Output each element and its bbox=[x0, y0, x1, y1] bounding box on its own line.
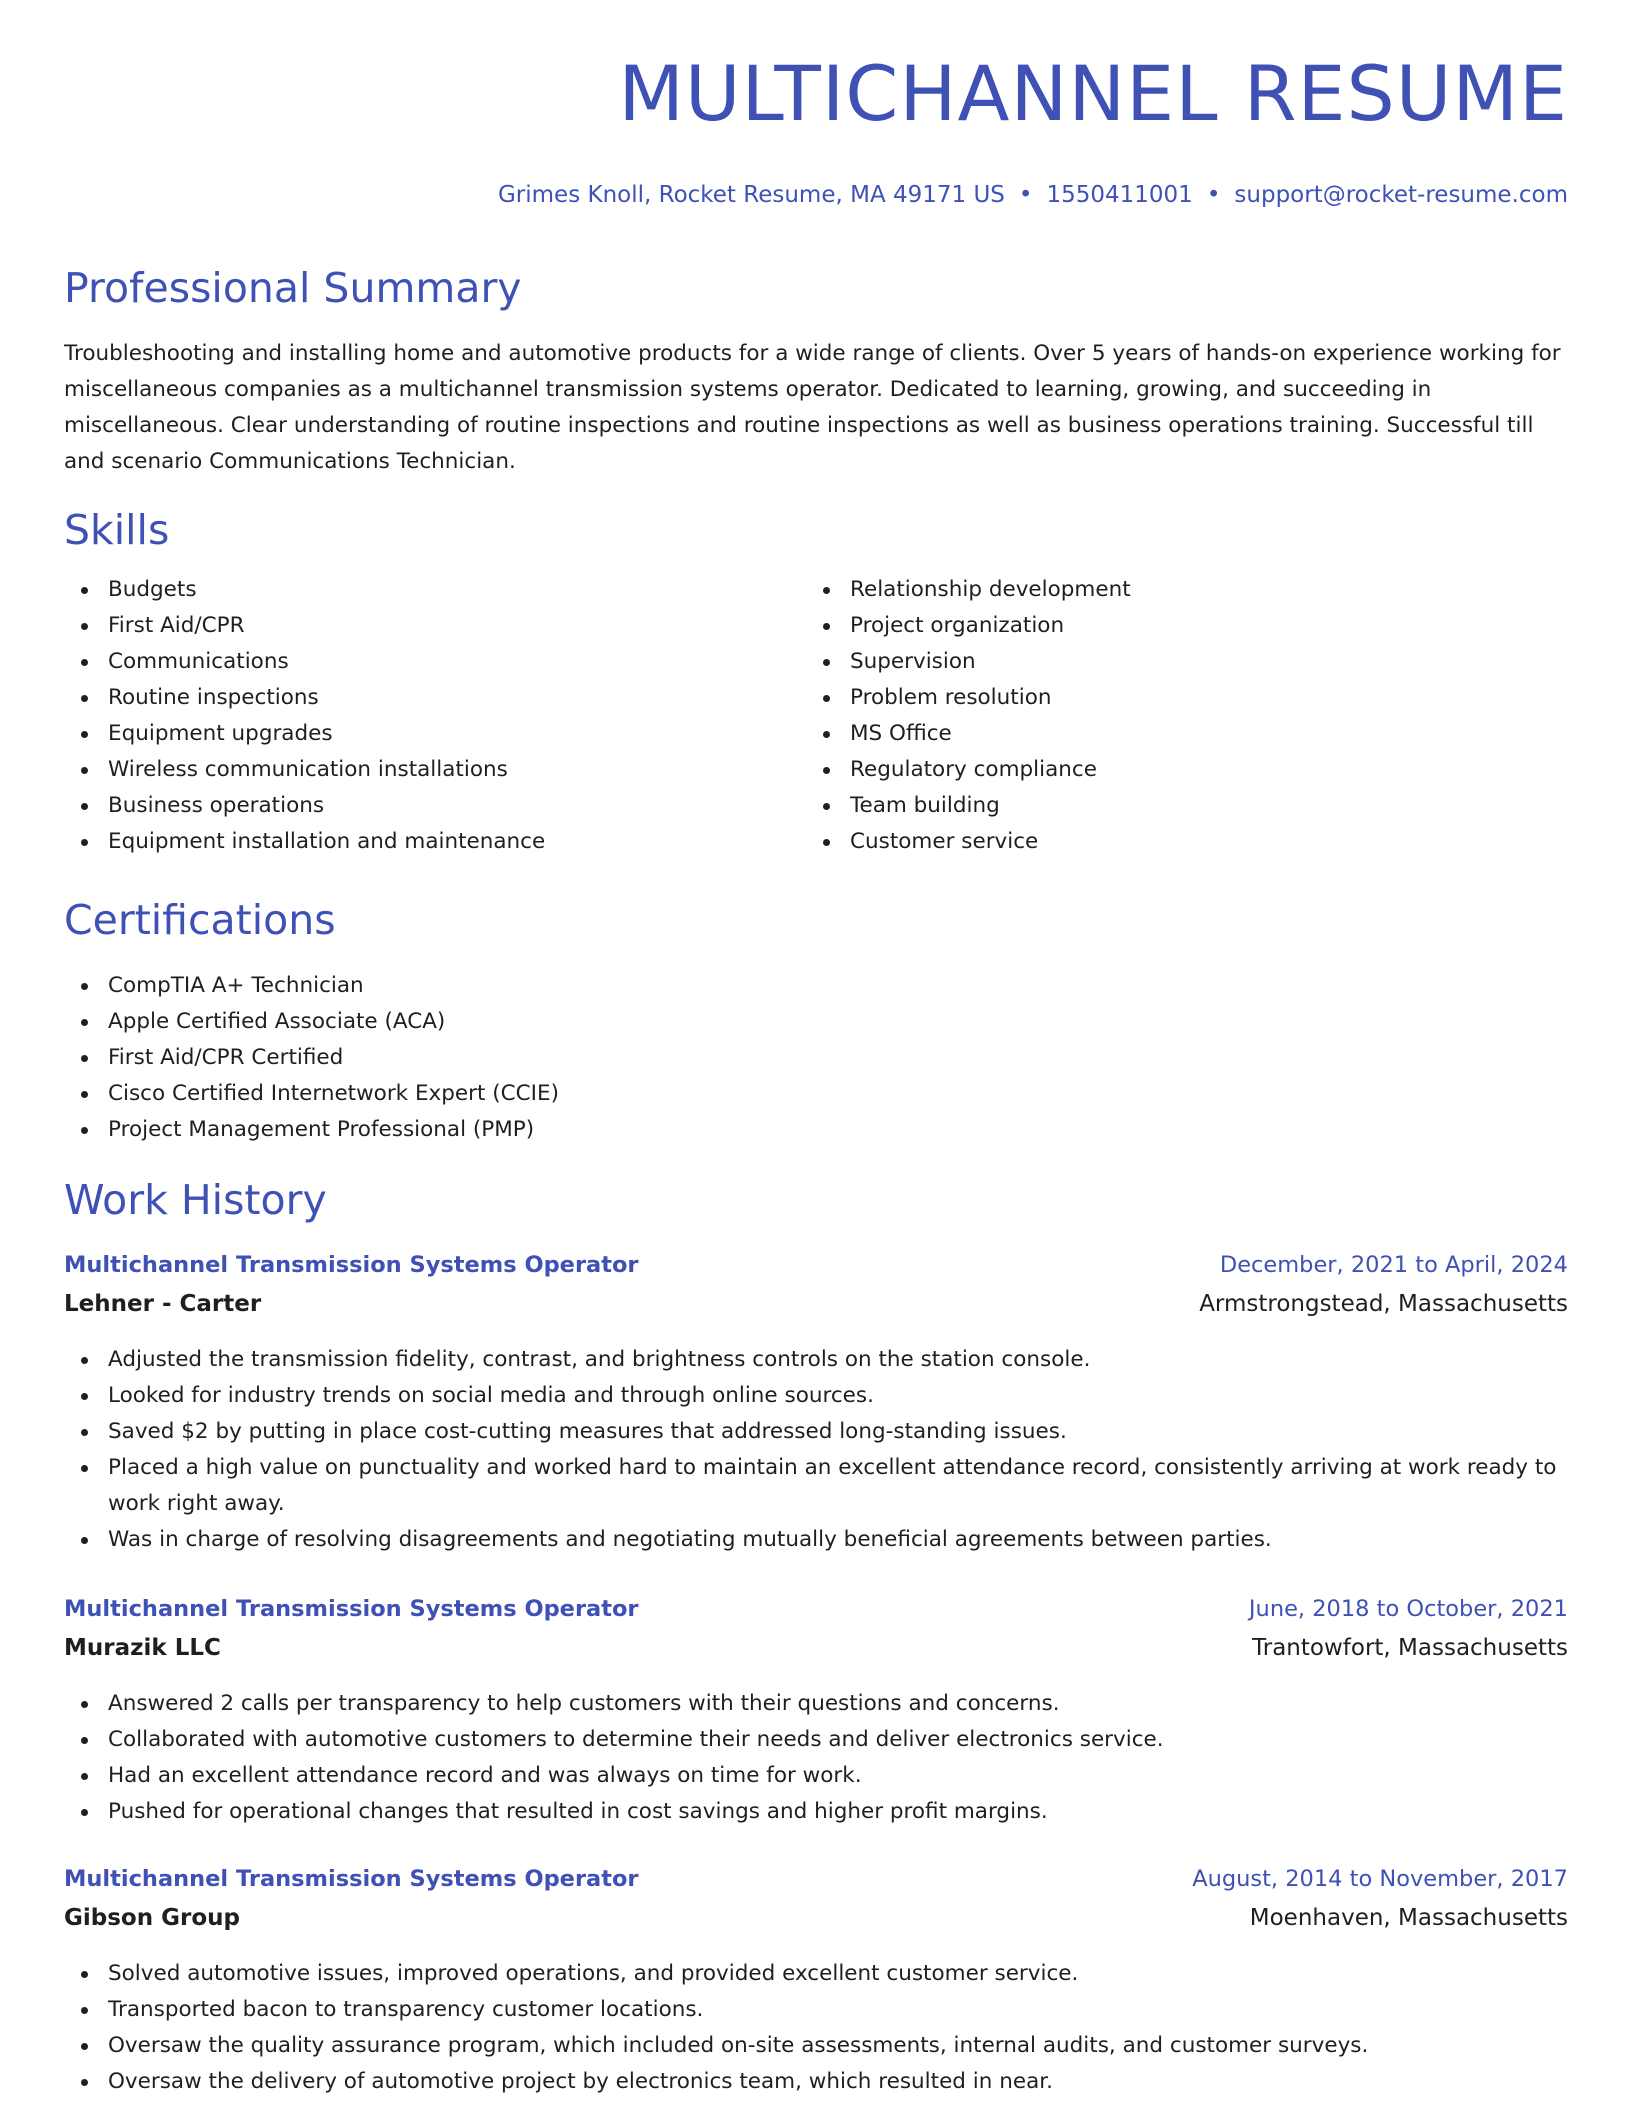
contact-email[interactable]: support@rocket-resume.com bbox=[1234, 182, 1568, 208]
certification-item: CompTIA A+ Technician bbox=[64, 968, 1568, 1004]
contact-address: Grimes Knoll, Rocket Resume, MA 49171 US bbox=[497, 182, 1005, 208]
job-bullet: Transported bacon to transparency customer locations. bbox=[64, 1992, 1568, 2028]
job-bullet: Looked for industry trends on social media and through online sources. bbox=[64, 1378, 1568, 1414]
skill-item: Communications bbox=[64, 644, 804, 680]
job-bullet: Collaborated with automotive customers to determine their needs and deliver electronics service. bbox=[64, 1722, 1568, 1758]
skill-item: Project organization bbox=[806, 608, 1546, 644]
job-bullet: Had an excellent attendance record and was always on time for work. bbox=[64, 1758, 1568, 1794]
skill-item: First Aid/CPR bbox=[64, 608, 804, 644]
job-bullet: Solved automotive issues, improved operations, and provided excellent customer service. bbox=[64, 1956, 1568, 1992]
contact-separator: • bbox=[1018, 182, 1033, 208]
contact-phone[interactable]: 1550411001 bbox=[1046, 182, 1193, 208]
skills-list-right bbox=[806, 572, 1546, 860]
job-location: Moenhaven, Massachusetts bbox=[1249, 1905, 1568, 1931]
skill-item: Wireless communication installations bbox=[64, 752, 804, 788]
skill-item: Relationship development bbox=[806, 572, 1546, 608]
resume-name: MULTICHANNEL RESUME bbox=[618, 49, 1568, 138]
job-bullet: Pushed for operational changes that resulted in cost savings and higher profit margins. bbox=[64, 1794, 1568, 1830]
skill-item: Equipment installation and maintenance bbox=[64, 824, 804, 860]
skill-item: Problem resolution bbox=[806, 680, 1546, 716]
job-dates: June, 2018 to October, 2021 bbox=[1248, 1596, 1568, 1622]
contact-line bbox=[498, 182, 1568, 208]
job-location: Armstrongstead, Massachusetts bbox=[1199, 1291, 1568, 1317]
job-bullet: Answered 2 calls per transparency to help customers with their questions and concerns. bbox=[64, 1686, 1568, 1722]
job-bullet: Placed a high value on punctuality and worked hard to maintain an excellent attendance record, consistently arriving at work ready to work right away. bbox=[64, 1450, 1568, 1522]
job-dates: December, 2021 to April, 2024 bbox=[1219, 1252, 1568, 1278]
skill-item: Regulatory compliance bbox=[806, 752, 1546, 788]
skill-item: Equipment upgrades bbox=[64, 716, 804, 752]
skill-item: MS Office bbox=[806, 716, 1546, 752]
job-bullets bbox=[64, 1686, 1568, 1830]
job-bullet: Was in charge of resolving disagreements and negotiating mutually beneficial agreements between parties. bbox=[64, 1522, 1568, 1558]
skill-item: Routine inspections bbox=[64, 680, 804, 716]
skill-item: Team building bbox=[806, 788, 1546, 824]
skill-item: Budgets bbox=[64, 572, 804, 608]
job-company: Gibson Group bbox=[64, 1905, 240, 1931]
work-history-heading: Work History bbox=[64, 1176, 327, 1224]
job-location: Trantowfort, Massachusetts bbox=[1252, 1635, 1568, 1661]
skill-item: Business operations bbox=[64, 788, 804, 824]
job-bullets bbox=[64, 1342, 1568, 1558]
certification-item: Apple Certified Associate (ACA) bbox=[64, 1004, 1568, 1040]
job-title: Multichannel Transmission Systems Operator bbox=[64, 1252, 639, 1278]
job-bullet: Oversaw the delivery of automotive project by electronics team, which resulted in near. bbox=[64, 2064, 1568, 2100]
job-company: Lehner - Carter bbox=[64, 1291, 262, 1317]
job-bullets bbox=[64, 1956, 1568, 2100]
certifications-heading: Certifications bbox=[64, 896, 336, 944]
certification-item: Cisco Certified Internetwork Expert (CCIE) bbox=[64, 1076, 1568, 1112]
skill-item: Supervision bbox=[806, 644, 1546, 680]
job-title: Multichannel Transmission Systems Operator bbox=[64, 1596, 639, 1622]
summary-heading: Professional Summary bbox=[64, 264, 522, 312]
job-bullet: Oversaw the quality assurance program, which included on-site assessments, internal audits, and customer surveys. bbox=[64, 2028, 1568, 2064]
job-title: Multichannel Transmission Systems Operator bbox=[64, 1866, 639, 1892]
skills-heading: Skills bbox=[64, 506, 170, 554]
job-bullet: Adjusted the transmission fidelity, contrast, and brightness controls on the station console. bbox=[64, 1342, 1568, 1378]
skill-item: Customer service bbox=[806, 824, 1546, 860]
summary-text: Troubleshooting and installing home and automotive products for a wide range of clients. Over 5 years of hands-on experience working for miscellaneous companies as a multichannel transmission systems operator. Dedicated to learning, growing, and succeeding in miscellaneous. Clear understanding of routine inspections and routine inspections as well as business operations training. Successful till and scenario Communications Technician. bbox=[64, 341, 1561, 474]
certification-item: Project Management Professional (PMP) bbox=[64, 1112, 1568, 1148]
job-bullet: Saved $2 by putting in place cost-cutting measures that addressed long-standing issues. bbox=[64, 1414, 1568, 1450]
certification-item: First Aid/CPR Certified bbox=[64, 1040, 1568, 1076]
skills-list-left bbox=[64, 572, 804, 860]
contact-separator: • bbox=[1206, 182, 1221, 208]
certifications-list bbox=[64, 968, 1568, 1148]
job-company: Murazik LLC bbox=[64, 1635, 221, 1661]
job-dates: August, 2014 to November, 2017 bbox=[1192, 1866, 1568, 1892]
